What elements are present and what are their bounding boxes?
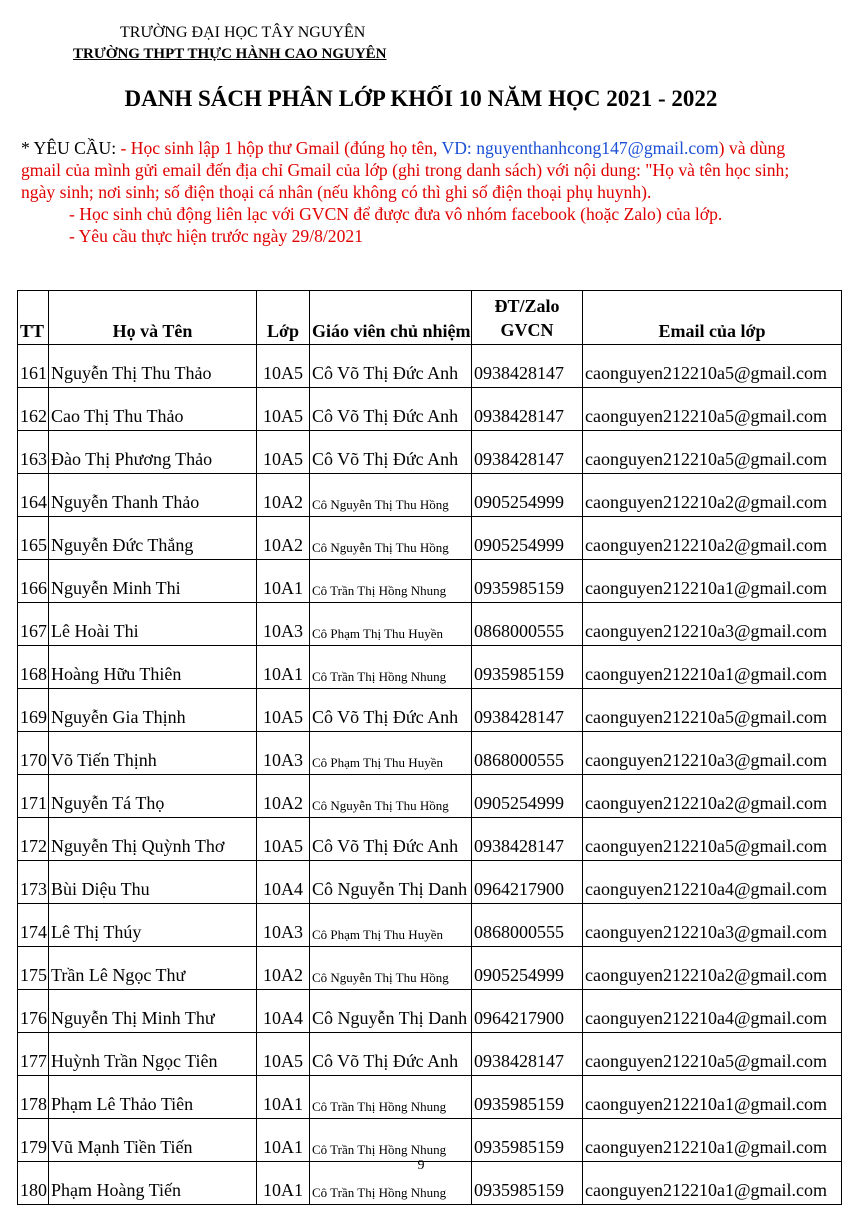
- teacher-phone: 0938428147: [472, 689, 583, 732]
- row-number: 164: [18, 474, 49, 517]
- requirement-line-3: - Yêu cầu thực hiện trước ngày 29/8/2021: [69, 226, 363, 246]
- requirement-example: VD: nguyenthanhcong147@gmail.com: [441, 138, 719, 158]
- student-name: Phạm Hoàng Tiến: [49, 1162, 257, 1205]
- table-row: [18, 818, 842, 861]
- class-email: caonguyen212210a2@gmail.com: [583, 517, 842, 560]
- class-email: caonguyen212210a5@gmail.com: [583, 388, 842, 431]
- header-phone-line1: ĐT/Zalo: [494, 296, 560, 316]
- document-title: DANH SÁCH PHÂN LỚP KHỐI 10 NĂM HỌC 2021 - 2022: [124, 86, 718, 111]
- table-header-row: [18, 291, 842, 345]
- teacher-phone: 0905254999: [472, 947, 583, 990]
- homeroom-teacher: Cô Võ Thị Đức Anh: [310, 431, 472, 474]
- row-number: 167: [18, 603, 49, 646]
- page-number: 9: [417, 1158, 425, 1173]
- table-row: [18, 1076, 842, 1119]
- class-email: caonguyen212210a2@gmail.com: [583, 775, 842, 818]
- university-name: TRƯỜNG ĐẠI HỌC TÂY NGUYÊN: [120, 24, 366, 41]
- class-name: 10A5: [257, 818, 310, 861]
- table-row: [18, 646, 842, 689]
- homeroom-teacher: Cô Nguyễn Thị Thu Hồng: [310, 474, 472, 517]
- class-name: 10A1: [257, 646, 310, 689]
- student-name: Nguyễn Gia Thịnh: [49, 689, 257, 732]
- requirement-text-1: - Học sinh lập 1 hộp thư Gmail (đúng họ tên,: [116, 138, 442, 158]
- table-row: [18, 345, 842, 388]
- class-email: caonguyen212210a1@gmail.com: [583, 1076, 842, 1119]
- homeroom-teacher: Cô Trần Thị Hồng Nhung: [310, 560, 472, 603]
- homeroom-teacher: Cô Võ Thị Đức Anh: [310, 1033, 472, 1076]
- requirement-text-1-cont: và dùng gmail của mình gửi email đến địa chỉ Gmail của lớp (ghi trong danh sách) với nội dung: "Họ và tên học sinh; ngày sinh; nơi sinh; số điện thoại cá nhân (nếu không có thì ghi số điện thoại phụ huynh).: [21, 138, 790, 202]
- homeroom-teacher: Cô Nguyễn Thị Danh: [310, 990, 472, 1033]
- student-name: Nguyễn Thanh Thảo: [49, 474, 257, 517]
- table-row: [18, 990, 842, 1033]
- teacher-phone: 0938428147: [472, 1033, 583, 1076]
- student-name: Đào Thị Phương Thảo: [49, 431, 257, 474]
- table-row: [18, 474, 842, 517]
- table-row: [18, 732, 842, 775]
- student-name: Phạm Lê Thảo Tiên: [49, 1076, 257, 1119]
- row-number: 161: [18, 345, 49, 388]
- homeroom-teacher: Cô Phạm Thị Thu Huyền: [310, 904, 472, 947]
- class-email: caonguyen212210a4@gmail.com: [583, 990, 842, 1033]
- class-name: 10A3: [257, 603, 310, 646]
- class-email: caonguyen212210a1@gmail.com: [583, 1119, 842, 1162]
- teacher-phone: 0964217900: [472, 861, 583, 904]
- student-name: Vũ Mạnh Tiền Tiến: [49, 1119, 257, 1162]
- student-name: Bùi Diệu Thu: [49, 861, 257, 904]
- class-list-table: [17, 290, 842, 1205]
- class-name: 10A1: [257, 1119, 310, 1162]
- teacher-phone: 0935985159: [472, 1119, 583, 1162]
- class-email: caonguyen212210a5@gmail.com: [583, 689, 842, 732]
- table-row: [18, 517, 842, 560]
- student-name: Nguyễn Minh Thi: [49, 560, 257, 603]
- teacher-phone: 0905254999: [472, 775, 583, 818]
- header-tt: TT: [18, 291, 49, 345]
- table-row: [18, 388, 842, 431]
- requirement-close: ): [718, 138, 725, 158]
- homeroom-teacher: Cô Võ Thị Đức Anh: [310, 388, 472, 431]
- homeroom-teacher: Cô Trần Thị Hồng Nhung: [310, 646, 472, 689]
- row-number: 180: [18, 1162, 49, 1205]
- class-name: 10A2: [257, 474, 310, 517]
- table-row: [18, 689, 842, 732]
- row-number: 165: [18, 517, 49, 560]
- row-number: 177: [18, 1033, 49, 1076]
- row-number: 174: [18, 904, 49, 947]
- header-teacher: Giáo viên chủ nhiệm: [310, 291, 472, 345]
- teacher-phone: 0938428147: [472, 431, 583, 474]
- header-name: Họ và Tên: [49, 291, 257, 345]
- teacher-phone: 0935985159: [472, 646, 583, 689]
- row-number: 178: [18, 1076, 49, 1119]
- row-number: 162: [18, 388, 49, 431]
- teacher-phone: 0935985159: [472, 1162, 583, 1205]
- teacher-phone: 0905254999: [472, 517, 583, 560]
- row-number: 163: [18, 431, 49, 474]
- class-email: caonguyen212210a1@gmail.com: [583, 1162, 842, 1205]
- student-name: Cao Thị Thu Thảo: [49, 388, 257, 431]
- row-number: 179: [18, 1119, 49, 1162]
- homeroom-teacher: Cô Võ Thị Đức Anh: [310, 818, 472, 861]
- student-name: Võ Tiến Thịnh: [49, 732, 257, 775]
- class-email: caonguyen212210a3@gmail.com: [583, 732, 842, 775]
- class-name: 10A3: [257, 732, 310, 775]
- header-phone-line2: GVCN: [500, 320, 554, 340]
- header-phone: [472, 291, 583, 345]
- class-name: 10A5: [257, 345, 310, 388]
- row-number: 170: [18, 732, 49, 775]
- student-name: Trần Lê Ngọc Thư: [49, 947, 257, 990]
- class-email: caonguyen212210a4@gmail.com: [583, 861, 842, 904]
- homeroom-teacher: Cô Nguyễn Thị Thu Hồng: [310, 775, 472, 818]
- homeroom-teacher: Cô Phạm Thị Thu Huyền: [310, 603, 472, 646]
- homeroom-teacher: Cô Nguyễn Thị Thu Hồng: [310, 947, 472, 990]
- class-name: 10A5: [257, 431, 310, 474]
- class-name: 10A1: [257, 1076, 310, 1119]
- class-name: 10A5: [257, 388, 310, 431]
- class-name: 10A4: [257, 990, 310, 1033]
- requirement-line-2: - Học sinh chủ động liên lạc với GVCN để được đưa vô nhóm facebook (hoặc Zalo) của lớp.: [69, 204, 723, 224]
- teacher-phone: 0868000555: [472, 603, 583, 646]
- class-name: 10A4: [257, 861, 310, 904]
- teacher-phone: 0938428147: [472, 345, 583, 388]
- class-email: caonguyen212210a5@gmail.com: [583, 345, 842, 388]
- homeroom-teacher: Cô Nguyễn Thị Thu Hồng: [310, 517, 472, 560]
- student-name: Huỳnh Trần Ngọc Tiên: [49, 1033, 257, 1076]
- teacher-phone: 0938428147: [472, 388, 583, 431]
- class-email: caonguyen212210a1@gmail.com: [583, 560, 842, 603]
- row-number: 168: [18, 646, 49, 689]
- row-number: 169: [18, 689, 49, 732]
- teacher-phone: 0868000555: [472, 904, 583, 947]
- class-name: 10A1: [257, 1162, 310, 1205]
- homeroom-teacher: Cô Võ Thị Đức Anh: [310, 689, 472, 732]
- teacher-phone: 0938428147: [472, 818, 583, 861]
- class-name: 10A3: [257, 904, 310, 947]
- school-name: TRƯỜNG THPT THỰC HÀNH CAO NGUYÊN: [73, 46, 387, 62]
- homeroom-teacher: Cô Nguyễn Thị Danh: [310, 861, 472, 904]
- class-name: 10A5: [257, 1033, 310, 1076]
- table-row: [18, 560, 842, 603]
- requirement-line-1: [21, 137, 827, 203]
- header-class: Lớp: [257, 291, 310, 345]
- row-number: 166: [18, 560, 49, 603]
- table-row: [18, 1033, 842, 1076]
- homeroom-teacher: Cô Trần Thị Hồng Nhung: [310, 1119, 472, 1162]
- row-number: 171: [18, 775, 49, 818]
- table-row: [18, 904, 842, 947]
- table-row: [18, 775, 842, 818]
- teacher-phone: 0868000555: [472, 732, 583, 775]
- homeroom-teacher: Cô Phạm Thị Thu Huyền: [310, 732, 472, 775]
- row-number: 176: [18, 990, 49, 1033]
- class-name: 10A1: [257, 560, 310, 603]
- student-name: Nguyễn Đức Thắng: [49, 517, 257, 560]
- student-name: Nguyễn Thị Thu Thảo: [49, 345, 257, 388]
- student-name: Lê Thị Thúy: [49, 904, 257, 947]
- class-email: caonguyen212210a5@gmail.com: [583, 818, 842, 861]
- teacher-phone: 0935985159: [472, 1076, 583, 1119]
- table-row: [18, 947, 842, 990]
- table-row: [18, 431, 842, 474]
- class-email: caonguyen212210a2@gmail.com: [583, 474, 842, 517]
- teacher-phone: 0964217900: [472, 990, 583, 1033]
- row-number: 172: [18, 818, 49, 861]
- table-row: [18, 1119, 842, 1162]
- student-name: Lê Hoài Thi: [49, 603, 257, 646]
- requirements-block: [21, 137, 827, 247]
- class-email: caonguyen212210a5@gmail.com: [583, 1033, 842, 1076]
- teacher-phone: 0935985159: [472, 560, 583, 603]
- homeroom-teacher: Cô Võ Thị Đức Anh: [310, 345, 472, 388]
- table-row: [18, 603, 842, 646]
- student-name: Nguyễn Tá Thọ: [49, 775, 257, 818]
- student-name: Nguyễn Thị Quỳnh Thơ: [49, 818, 257, 861]
- class-name: 10A2: [257, 947, 310, 990]
- class-email: caonguyen212210a1@gmail.com: [583, 646, 842, 689]
- row-number: 175: [18, 947, 49, 990]
- teacher-phone: 0905254999: [472, 474, 583, 517]
- class-email: caonguyen212210a3@gmail.com: [583, 904, 842, 947]
- class-email: caonguyen212210a5@gmail.com: [583, 431, 842, 474]
- class-email: caonguyen212210a2@gmail.com: [583, 947, 842, 990]
- class-name: 10A2: [257, 517, 310, 560]
- class-email: caonguyen212210a3@gmail.com: [583, 603, 842, 646]
- header-email: Email của lớp: [583, 291, 842, 345]
- homeroom-teacher: Cô Trần Thị Hồng Nhung: [310, 1162, 472, 1205]
- student-name: Hoàng Hữu Thiên: [49, 646, 257, 689]
- homeroom-teacher: Cô Trần Thị Hồng Nhung: [310, 1076, 472, 1119]
- class-name: 10A5: [257, 689, 310, 732]
- row-number: 173: [18, 861, 49, 904]
- table-row: [18, 861, 842, 904]
- class-name: 10A2: [257, 775, 310, 818]
- requirement-prefix: * YÊU CẦU:: [21, 138, 117, 158]
- student-name: Nguyễn Thị Minh Thư: [49, 990, 257, 1033]
